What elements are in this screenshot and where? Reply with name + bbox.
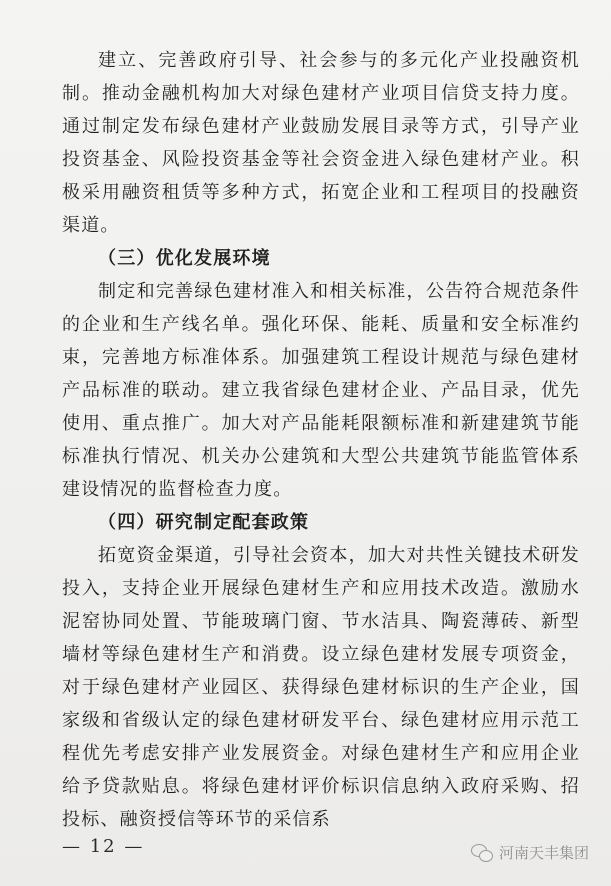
- paragraph-financing: 建立、完善政府引导、社会参与的多元化产业投融资机制。推动金融机构加大对绿色建材产业项目信贷支持力度。通过制定发布绿色建材产业鼓励发展目录等方式，引导产业投资基金、风险投资基金等社会资金进入绿色建材产业。积极采用融资租赁等多种方式，拓宽企业和工程项目的投融资渠道。: [62, 50, 580, 236]
- paragraph-environment: 制定和完善绿色建材准入和相关标准，公告符合规范条件的企业和生产线名单。强化环保、能耗、质量和安全标准约束，完善地方标准体系。加强建筑工程设计规范与绿色建材产品标准的联动。建立我省绿色建材企业、产品目录，优先使用、重点推广。加大对产品能耗限额标准和新建建筑节能标准执行情况、机关办公建筑和大型公共建筑节能监管体系建设情况的监督检查力度。: [62, 281, 580, 500]
- wechat-icon: [471, 844, 493, 862]
- section-heading-4: （四）研究制定配套政策: [98, 512, 310, 533]
- section-heading-3: （三）优化发展环境: [98, 248, 271, 269]
- paragraph-policy: 拓宽资金渠道，引导社会资本，加大对共性关键技术研发投入，支持企业开展绿色建材生产和应用技术改造。激励水泥窑协同处置、节能玻璃门窗、节水洁具、陶瓷薄砖、新型墙材等绿色建材生产和消费。设立绿色建材发展专项资金，对于绿色建材产业园区、获得绿色建材标识的生产企业，国家级和省级认定的绿色建材研发平台、绿色建材应用示范工程优先考虑安排产业发展资金。对绿色建材生产和应用企业给予贷款贴息。将绿色建材评价标识信息纳入政府采购、招投标、融资授信等环节的采信系: [62, 545, 580, 830]
- document-body: [62, 44, 580, 836]
- page-number: — 12 —: [62, 836, 145, 857]
- watermark-text: 河南天丰集团: [498, 844, 589, 862]
- watermark: [471, 842, 589, 863]
